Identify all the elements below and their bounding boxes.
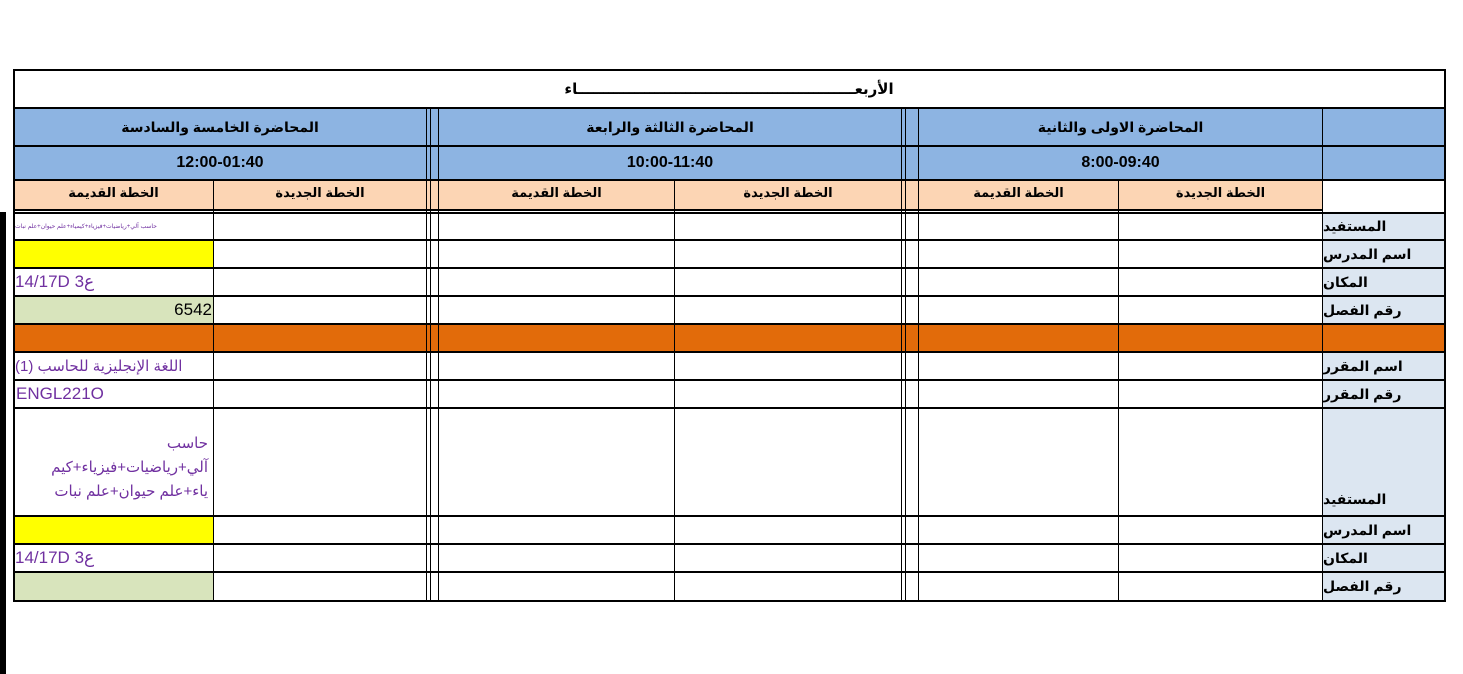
grid-hline bbox=[13, 323, 1446, 325]
grid-vline bbox=[213, 180, 214, 601]
label-teacher-2: اسم المدرس bbox=[1323, 521, 1412, 538]
grid-vline bbox=[674, 180, 675, 601]
lecture-3-time: 12:00-01:40 bbox=[176, 154, 264, 171]
grid-hline bbox=[13, 267, 1446, 269]
section-value-1: 6542 bbox=[174, 300, 212, 319]
label-beneficiary-1: المستفيد bbox=[1323, 217, 1387, 234]
plan-old-2: الخطة القديمة bbox=[511, 185, 602, 200]
teacher-cell-yellow-1 bbox=[14, 241, 213, 268]
place-value-1: ع3 14/17D bbox=[15, 272, 95, 291]
grid-vline bbox=[901, 108, 902, 601]
day-title: الأربعــــــــــــــــــــــــــــــــــــــــــــــــــــــاء bbox=[564, 81, 894, 98]
course-name-value: اللغة الإنجليزية للحاسب (1) bbox=[15, 358, 183, 375]
label-beneficiary-2: المستفيد bbox=[1323, 490, 1387, 507]
grid-vline bbox=[1118, 180, 1119, 601]
grid-hline bbox=[13, 212, 1446, 214]
label-course-name: اسم المقرر bbox=[1323, 357, 1403, 374]
grid-hline bbox=[13, 571, 1446, 573]
grid-hline bbox=[13, 351, 1446, 353]
place-value-2: ع3 14/17D bbox=[15, 548, 95, 567]
lecture-2-title: المحاضرة الثالثة والرابعة bbox=[586, 118, 754, 135]
lecture-3-title: المحاضرة الخامسة والسادسة bbox=[121, 118, 319, 135]
lecture-2-time: 10:00-11:40 bbox=[626, 154, 714, 171]
label-place-1: المكان bbox=[1323, 273, 1368, 290]
plan-new-2: الخطة الجديدة bbox=[743, 185, 833, 200]
grid-vline bbox=[905, 108, 906, 601]
label-section-1: رقم الفصل bbox=[1323, 301, 1402, 318]
beneficiary-line: آلي+رياضيات+فيزياء+كيم bbox=[51, 459, 208, 476]
label-course-number: رقم المقرر bbox=[1323, 385, 1402, 402]
plan-old-1: الخطة القديمة bbox=[973, 185, 1064, 200]
grid-hline bbox=[13, 379, 1446, 381]
lecture-1-time: 8:00-09:40 bbox=[1081, 154, 1160, 171]
section-cell-green-2 bbox=[14, 573, 213, 601]
beneficiary-multiline bbox=[15, 432, 208, 512]
label-place-2: المكان bbox=[1323, 549, 1368, 566]
course-number-value: ENGL221O bbox=[16, 384, 104, 403]
grid-hline bbox=[13, 209, 1323, 211]
grid-hline bbox=[13, 295, 1446, 297]
grid-hline bbox=[13, 515, 1446, 517]
grid-hline bbox=[13, 407, 1446, 409]
teacher-cell-yellow-2 bbox=[14, 517, 213, 544]
plan-old-3: الخطة القديمة bbox=[68, 185, 159, 200]
beneficiary-line: ياء+علم حيوان+علم نبات bbox=[54, 483, 208, 500]
separator-row-orange bbox=[14, 325, 1445, 352]
grid-vline bbox=[430, 108, 431, 601]
plan-new-1: الخطة الجديدة bbox=[1175, 185, 1266, 200]
beneficiary-line: حاسب bbox=[166, 435, 208, 452]
beneficiary-small-text: حاسب آلي+رياضيات+فيزياء+كيمياء+علم حيوان+علم نبات bbox=[15, 223, 157, 230]
lecture-1-title: المحاضرة الاولى والثانية bbox=[1037, 118, 1204, 135]
left-edge-bar bbox=[0, 212, 6, 674]
grid-hline bbox=[13, 239, 1446, 241]
grid-vline bbox=[426, 108, 427, 601]
label-teacher-1: اسم المدرس bbox=[1323, 245, 1412, 262]
grid-hline bbox=[13, 600, 1446, 602]
grid-hline bbox=[13, 543, 1446, 545]
plan-new-3: الخطة الجديدة bbox=[275, 185, 365, 200]
label-section-2: رقم الفصل bbox=[1323, 578, 1402, 594]
